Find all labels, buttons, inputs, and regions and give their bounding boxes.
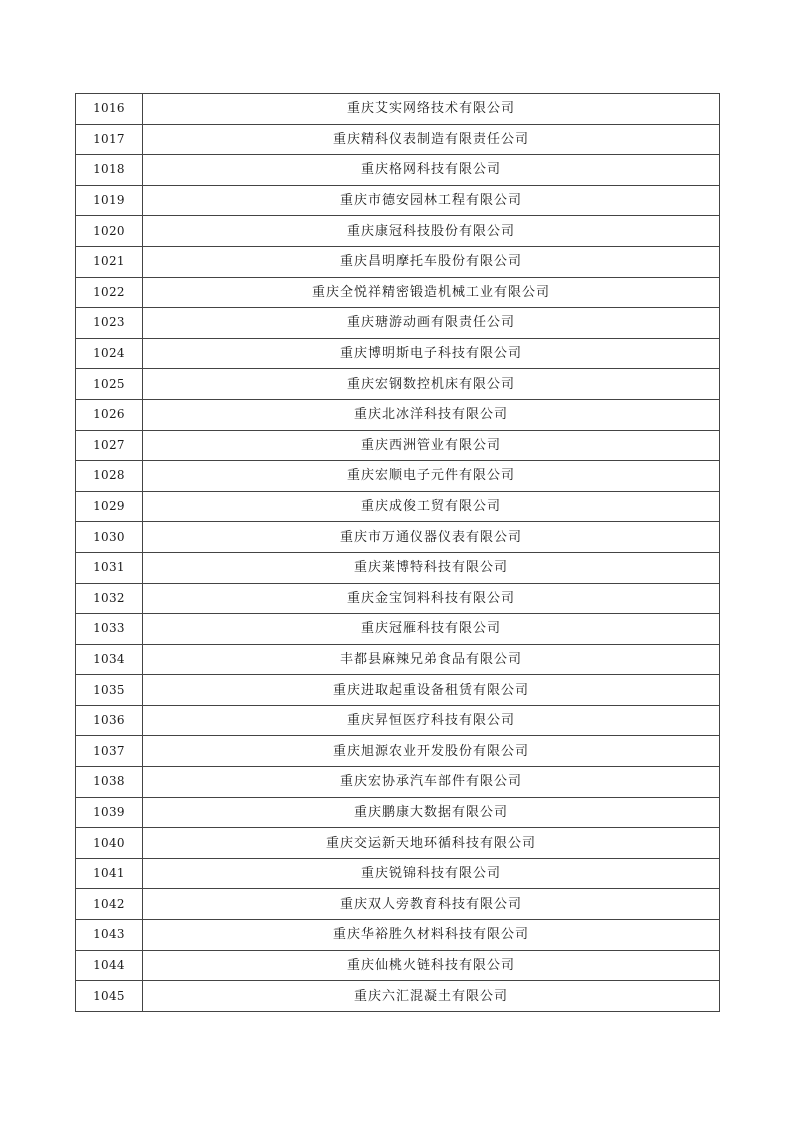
- company-name: 重庆市万通仪器仪表有限公司: [143, 522, 720, 553]
- table-row: [76, 675, 720, 706]
- table-row: [76, 185, 720, 216]
- company-name: 重庆精科仪表制造有限责任公司: [143, 124, 720, 155]
- company-name: 重庆华裕胜久材料科技有限公司: [143, 920, 720, 951]
- row-number: 1037: [76, 736, 143, 767]
- table-row: [76, 705, 720, 736]
- table-row: [76, 797, 720, 828]
- row-number: 1017: [76, 124, 143, 155]
- company-name: 重庆北冰洋科技有限公司: [143, 399, 720, 430]
- table-row: [76, 767, 720, 798]
- company-name: 重庆锐锦科技有限公司: [143, 858, 720, 889]
- row-number: 1042: [76, 889, 143, 920]
- table-row: [76, 889, 720, 920]
- company-name: 重庆金宝饲料科技有限公司: [143, 583, 720, 614]
- company-name: 重庆成俊工贸有限公司: [143, 491, 720, 522]
- table-row: [76, 552, 720, 583]
- company-name: 重庆全悦祥精密锻造机械工业有限公司: [143, 277, 720, 308]
- company-name: 重庆六汇混凝土有限公司: [143, 981, 720, 1012]
- row-number: 1041: [76, 858, 143, 889]
- row-number: 1018: [76, 155, 143, 186]
- table-row: [76, 338, 720, 369]
- company-name: 重庆鹏康大数据有限公司: [143, 797, 720, 828]
- table-row: [76, 430, 720, 461]
- row-number: 1026: [76, 399, 143, 430]
- company-name: 重庆市德安园林工程有限公司: [143, 185, 720, 216]
- row-number: 1028: [76, 461, 143, 492]
- row-number: 1029: [76, 491, 143, 522]
- company-name: 重庆进取起重设备租赁有限公司: [143, 675, 720, 706]
- company-name: 重庆瑭游动画有限责任公司: [143, 308, 720, 339]
- row-number: 1030: [76, 522, 143, 553]
- row-number: 1039: [76, 797, 143, 828]
- company-name: 重庆交运新天地环循科技有限公司: [143, 828, 720, 859]
- table-row: [76, 246, 720, 277]
- company-name: 重庆西洲管业有限公司: [143, 430, 720, 461]
- row-number: 1033: [76, 614, 143, 645]
- company-name: 重庆昇恒医疗科技有限公司: [143, 705, 720, 736]
- company-name: 重庆冠雁科技有限公司: [143, 614, 720, 645]
- row-number: 1025: [76, 369, 143, 400]
- row-number: 1043: [76, 920, 143, 951]
- table-row: [76, 216, 720, 247]
- row-number: 1022: [76, 277, 143, 308]
- table-row: [76, 950, 720, 981]
- table-row: [76, 94, 720, 125]
- row-number: 1036: [76, 705, 143, 736]
- company-name: 重庆宏协承汽车部件有限公司: [143, 767, 720, 798]
- company-name: 重庆康冠科技股份有限公司: [143, 216, 720, 247]
- company-name: 重庆博明斯电子科技有限公司: [143, 338, 720, 369]
- row-number: 1020: [76, 216, 143, 247]
- table-row: [76, 920, 720, 951]
- row-number: 1023: [76, 308, 143, 339]
- table-row: [76, 124, 720, 155]
- row-number: 1040: [76, 828, 143, 859]
- company-name: 重庆昌明摩托车股份有限公司: [143, 246, 720, 277]
- table-row: [76, 277, 720, 308]
- company-name: 重庆艾实网络技术有限公司: [143, 94, 720, 125]
- table-row: [76, 308, 720, 339]
- row-number: 1031: [76, 552, 143, 583]
- table-row: [76, 858, 720, 889]
- company-name: 重庆仙桃火链科技有限公司: [143, 950, 720, 981]
- company-name: 重庆格网科技有限公司: [143, 155, 720, 186]
- company-name: 重庆双人旁教育科技有限公司: [143, 889, 720, 920]
- table-row: [76, 644, 720, 675]
- company-list-body: [76, 94, 720, 1012]
- company-name: 重庆莱博特科技有限公司: [143, 552, 720, 583]
- company-name: 重庆旭源农业开发股份有限公司: [143, 736, 720, 767]
- company-name: 丰都县麻辣兄弟食品有限公司: [143, 644, 720, 675]
- row-number: 1045: [76, 981, 143, 1012]
- table-row: [76, 583, 720, 614]
- row-number: 1044: [76, 950, 143, 981]
- table-row: [76, 614, 720, 645]
- table-row: [76, 981, 720, 1012]
- row-number: 1034: [76, 644, 143, 675]
- table-row: [76, 522, 720, 553]
- row-number: 1024: [76, 338, 143, 369]
- row-number: 1035: [76, 675, 143, 706]
- table-row: [76, 369, 720, 400]
- row-number: 1021: [76, 246, 143, 277]
- table-row: [76, 736, 720, 767]
- table-row: [76, 155, 720, 186]
- table-row: [76, 461, 720, 492]
- company-name: 重庆宏顺电子元件有限公司: [143, 461, 720, 492]
- row-number: 1019: [76, 185, 143, 216]
- row-number: 1027: [76, 430, 143, 461]
- row-number: 1016: [76, 94, 143, 125]
- company-name: 重庆宏钢数控机床有限公司: [143, 369, 720, 400]
- row-number: 1038: [76, 767, 143, 798]
- table-row: [76, 399, 720, 430]
- table-row: [76, 828, 720, 859]
- table-row: [76, 491, 720, 522]
- row-number: 1032: [76, 583, 143, 614]
- company-list-table: [75, 93, 720, 1012]
